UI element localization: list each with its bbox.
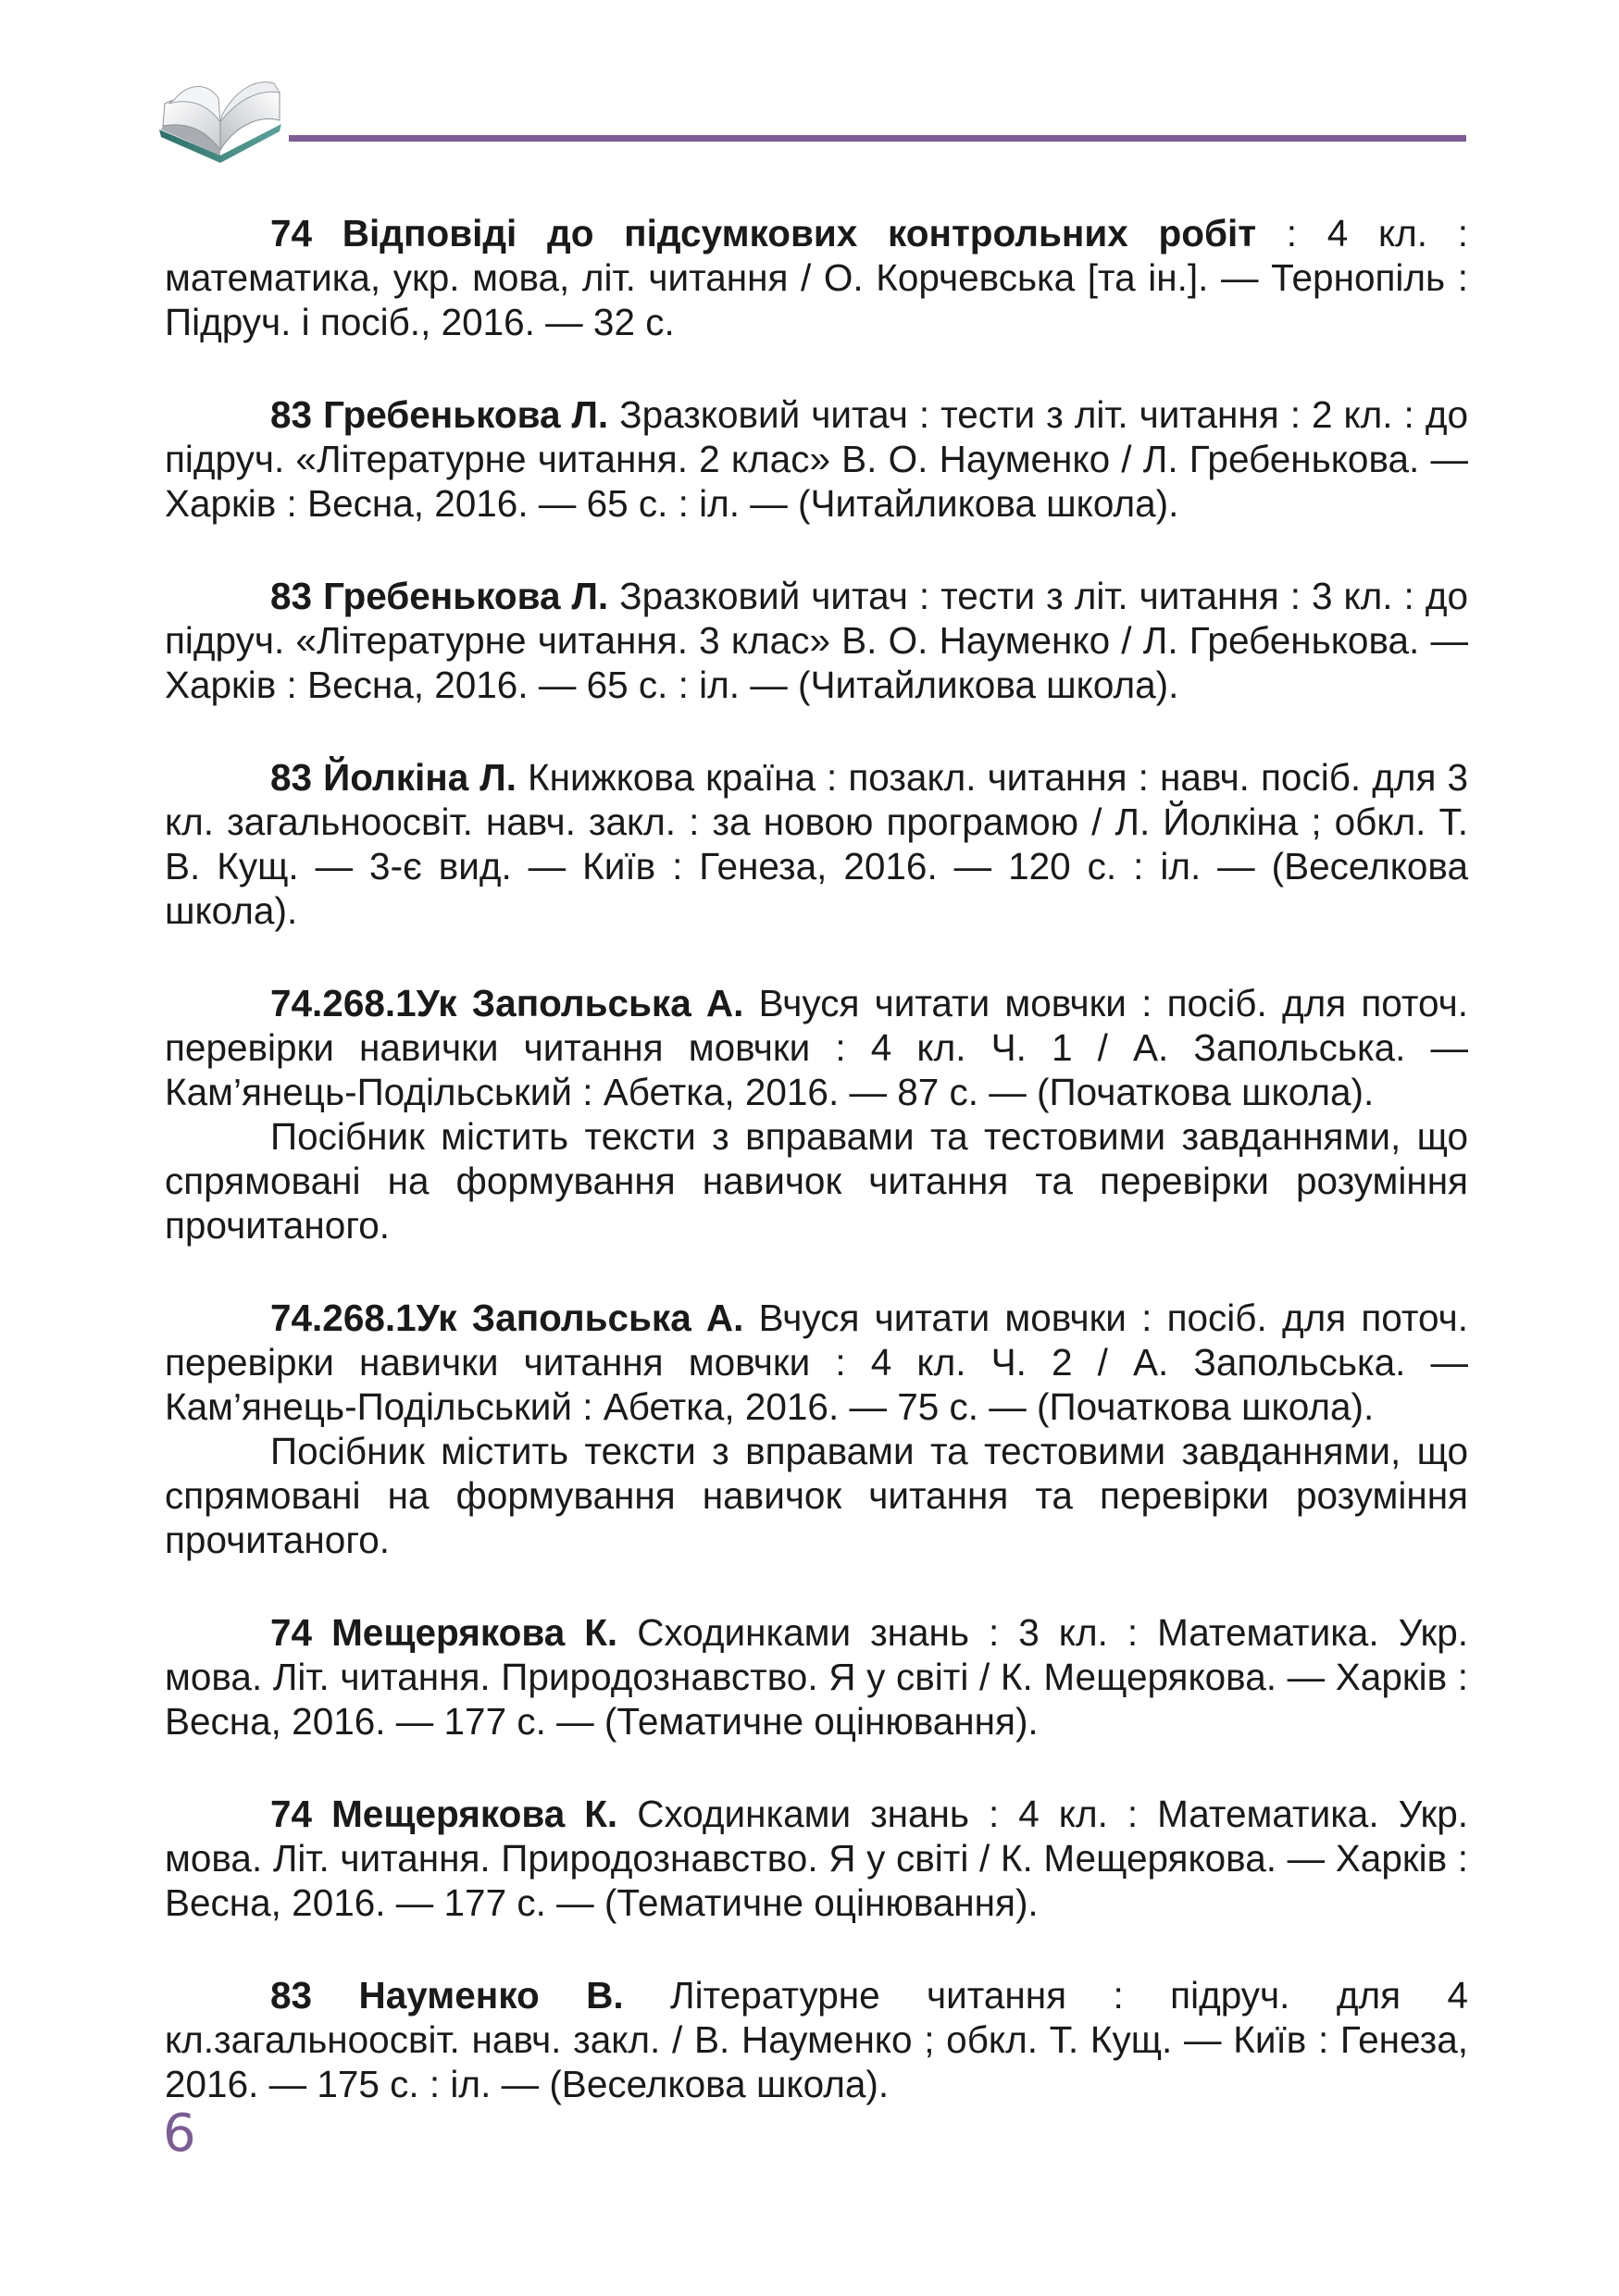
entry-description [165,1610,1468,1744]
bibliography-entry [165,981,1468,1247]
entry-code: 74 [270,212,313,254]
entry-details: Сходинками знань : 3 кл. : Математика. Укр. мова. Літ. читання. Природознавство. Я у світі / К. Мещерякова. — Харків : Весна, 2016. — 177 с. — (Тематичне оцінювання). [165,1611,1468,1743]
entry-author: Мещерякова К. [331,1793,618,1835]
entry-details: Сходинками знань : 4 кл. : Математика. Укр. мова. Літ. читання. Природознавство. Я у світі / К. Мещерякова. — Харків : Весна, 2016. — 177 с. — (Тематичне оцінювання). [165,1793,1468,1924]
entry-details: Зразковий читач : тести з літ. читання : 2 кл. : до підруч. «Літературне читання. 2 клас» В. О. Науменко / Л. Гребенькова. — Харків : Весна, 2016. — 65 с. : іл. — (Читайликова школа). [165,393,1468,525]
bibliography-entry [165,1296,1468,1562]
entry-author: Запольська А. [471,982,744,1024]
entry-annotation: Посібник містить тексти з вправами та тестовими завданнями, що спрямовані на формування навичок читання та перевірки розуміння прочитаного. [165,1115,1468,1247]
entry-details: Вчуся читати мовчки : посіб. для поточ. перевірки навички читання мовчки : 4 кл. Ч. 2 / А. Запольська. — Кам’янець-Подільський : Абетка, 2016. — 75 с. — (Початкова школа). [165,1297,1468,1428]
entry-details: Вчуся читати мовчки : посіб. для поточ. перевірки навички читання мовчки : 4 кл. Ч. 1 / А. Запольська. — Кам’янець-Подільський : Абетка, 2016. — 87 с. — (Початкова школа). [165,982,1468,1113]
bibliography-entry [165,392,1468,526]
bibliography-entry [165,211,1468,344]
entry-description [165,574,1468,707]
bibliography-entry [165,755,1468,933]
entry-description [165,392,1468,526]
entry-code: 74 [270,1611,313,1654]
entry-code: 74 [270,1793,313,1835]
entry-code: 83 [270,393,313,436]
page-header [0,0,1619,185]
bibliography-entry [165,1973,1468,2106]
entry-code: 83 [270,575,313,617]
entry-author: Гребенькова Л. [323,393,609,436]
bibliography-entry [165,574,1468,707]
entry-code: 83 [270,1974,313,2017]
entry-description [165,1973,1468,2106]
entry-title: Відповіді до підсумкових контрольних робіт [342,212,1257,254]
entry-author: Гребенькова Л. [323,575,609,617]
entry-description [165,211,1468,344]
entry-author: Мещерякова К. [331,1611,618,1654]
entry-code: 83 [270,756,313,799]
entry-description [165,981,1468,1114]
entry-code: 74.268.1Ук [270,1297,457,1339]
entry-annotation: Посібник містить тексти з вправами та тестовими завданнями, що спрямовані на формування навичок читання та перевірки розуміння прочитаного. [165,1430,1468,1561]
open-book-icon [156,72,285,165]
bibliography-entry [165,1792,1468,1925]
entry-description [165,1296,1468,1429]
entry-details: Зразковий читач : тести з літ. читання : 3 кл. : до підруч. «Літературне читання. 3 клас» В. О. Науменко / Л. Гребенькова. — Харків : Весна, 2016. — 65 с. : іл. — (Читайликова школа). [165,575,1468,706]
entry-author: Науменко В. [358,1974,624,2017]
entry-description [165,755,1468,933]
bibliography-entry [165,1610,1468,1744]
entry-description [165,1792,1468,1925]
entry-author: Йолкіна Л. [323,756,517,799]
entry-code: 74.268.1Ук [270,982,457,1024]
header-divider [289,135,1466,142]
entry-author: Запольська А. [471,1297,744,1339]
bibliography-list [165,211,1468,2154]
entry-details: Літературне читання : підруч. для 4 кл.загальноосвіт. навч. закл. / В. Науменко ; обкл. Т. Кущ. — Київ : Генеза, 2016. — 175 с. : іл. — (Веселкова школа). [165,1974,1468,2105]
entry-details: Книжкова країна : позакл. читання : навч. посіб. для 3 кл. загальноосвіт. навч. закл. : за новою програмою / Л. Йолкіна ; обкл. Т. В. Кущ. — 3-є вид. — Київ : Генеза, 2016. — 120 с. : іл. — (Веселкова школа). [165,756,1469,932]
entry-details: : 4 кл. : математика, укр. мова, літ. читання / О. Корчевська [та ін.]. — Тернопіль : Підруч. і посіб., 2016. — 32 с. [165,212,1468,343]
page-number: 6 [163,2104,196,2164]
